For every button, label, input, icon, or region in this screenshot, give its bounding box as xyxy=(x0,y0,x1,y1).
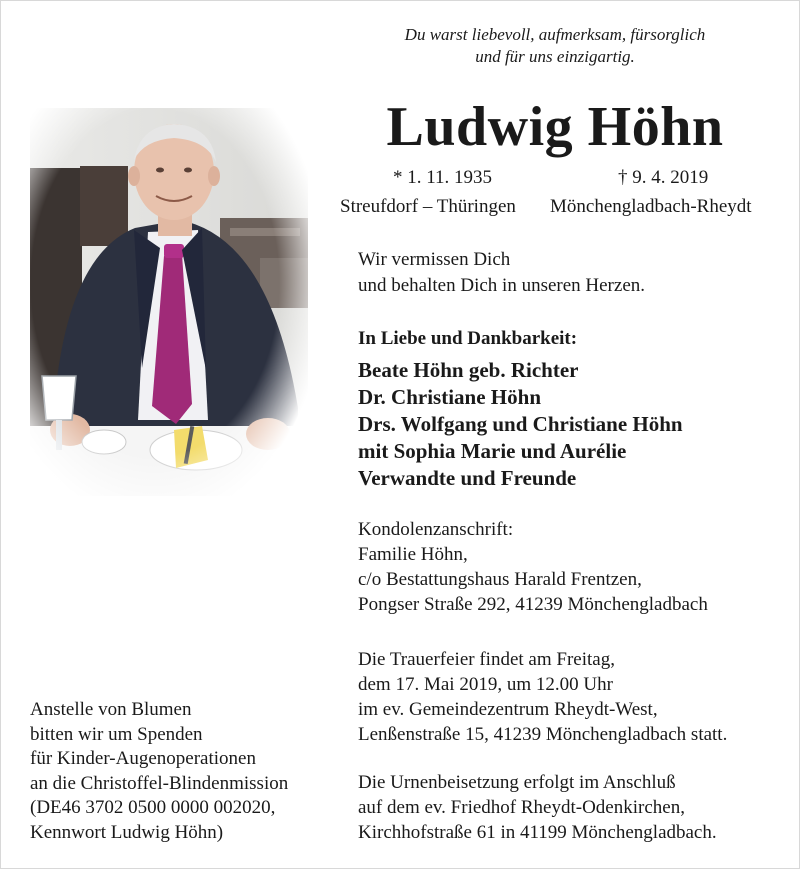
urn-burial-info xyxy=(358,770,717,845)
motto-line: Du warst liebevoll, aufmerksam, fürsorglich xyxy=(404,25,706,44)
donation-line: bitten wir um Spenden xyxy=(30,723,203,745)
love-heading: In Liebe und Dankbarkeit: xyxy=(358,328,578,349)
condolence-address xyxy=(358,517,708,617)
deceased-name: Ludwig Höhn xyxy=(386,96,724,158)
mourner-line: Verwandte und Freunde xyxy=(358,466,577,490)
donation-line: an die Christoffel-Blindenmission xyxy=(30,772,289,794)
donation-line: Kennwort Ludwig Höhn) xyxy=(30,821,224,843)
message-line: Wir vermissen Dich xyxy=(358,249,511,270)
message xyxy=(358,247,645,299)
urn-line: Die Urnenbeisetzung erfolgt im Anschluß xyxy=(358,772,676,793)
donation-line: Anstelle von Blumen xyxy=(30,699,192,720)
urn-line: Kirchhofstraße 61 in 41199 Mönchengladbach. xyxy=(358,822,717,843)
donation-request xyxy=(30,698,288,845)
birth-place: Streufdorf – Thüringen xyxy=(340,196,516,217)
birth-date: * 1. 11. 1935 xyxy=(393,167,493,188)
motto-line: und für uns einzigartig. xyxy=(475,47,635,66)
donation-line: (DE46 3702 0500 0000 002020, xyxy=(30,797,276,818)
mourner-line: Drs. Wolfgang und Christiane Höhn xyxy=(358,412,683,436)
funeral-line: Lenßenstraße 15, 41239 Mönchengladbach statt. xyxy=(358,724,728,745)
condolence-line: Pongser Straße 292, 41239 Mönchengladbach xyxy=(358,594,708,615)
mourner-line: Dr. Christiane Höhn xyxy=(358,385,542,409)
urn-line: auf dem ev. Friedhof Rheydt-Odenkirchen, xyxy=(358,797,685,818)
funeral-line: dem 17. Mai 2019, um 12.00 Uhr xyxy=(358,674,613,695)
condolence-line: c/o Bestattungshaus Harald Frentzen, xyxy=(358,569,642,590)
portrait-photo xyxy=(30,108,308,496)
funeral-info xyxy=(358,647,727,747)
condolence-line: Familie Höhn, xyxy=(358,544,468,565)
funeral-line: Die Trauerfeier findet am Freitag, xyxy=(358,649,615,670)
donation-line: für Kinder-Augenoperationen xyxy=(30,748,256,769)
condolence-line: Kondolenzanschrift: xyxy=(358,519,514,540)
message-line: und behalten Dich in unseren Herzen. xyxy=(358,275,646,296)
funeral-line: im ev. Gemeindezentrum Rheydt-West, xyxy=(358,699,658,720)
death-date: † 9. 4. 2019 xyxy=(618,167,709,188)
motto xyxy=(340,24,770,68)
mourner-line: mit Sophia Marie und Aurélie xyxy=(358,439,627,463)
mourner-line: Beate Höhn geb. Richter xyxy=(358,358,579,382)
mourners-list xyxy=(358,357,683,492)
death-place: Mönchengladbach-Rheydt xyxy=(550,196,752,217)
